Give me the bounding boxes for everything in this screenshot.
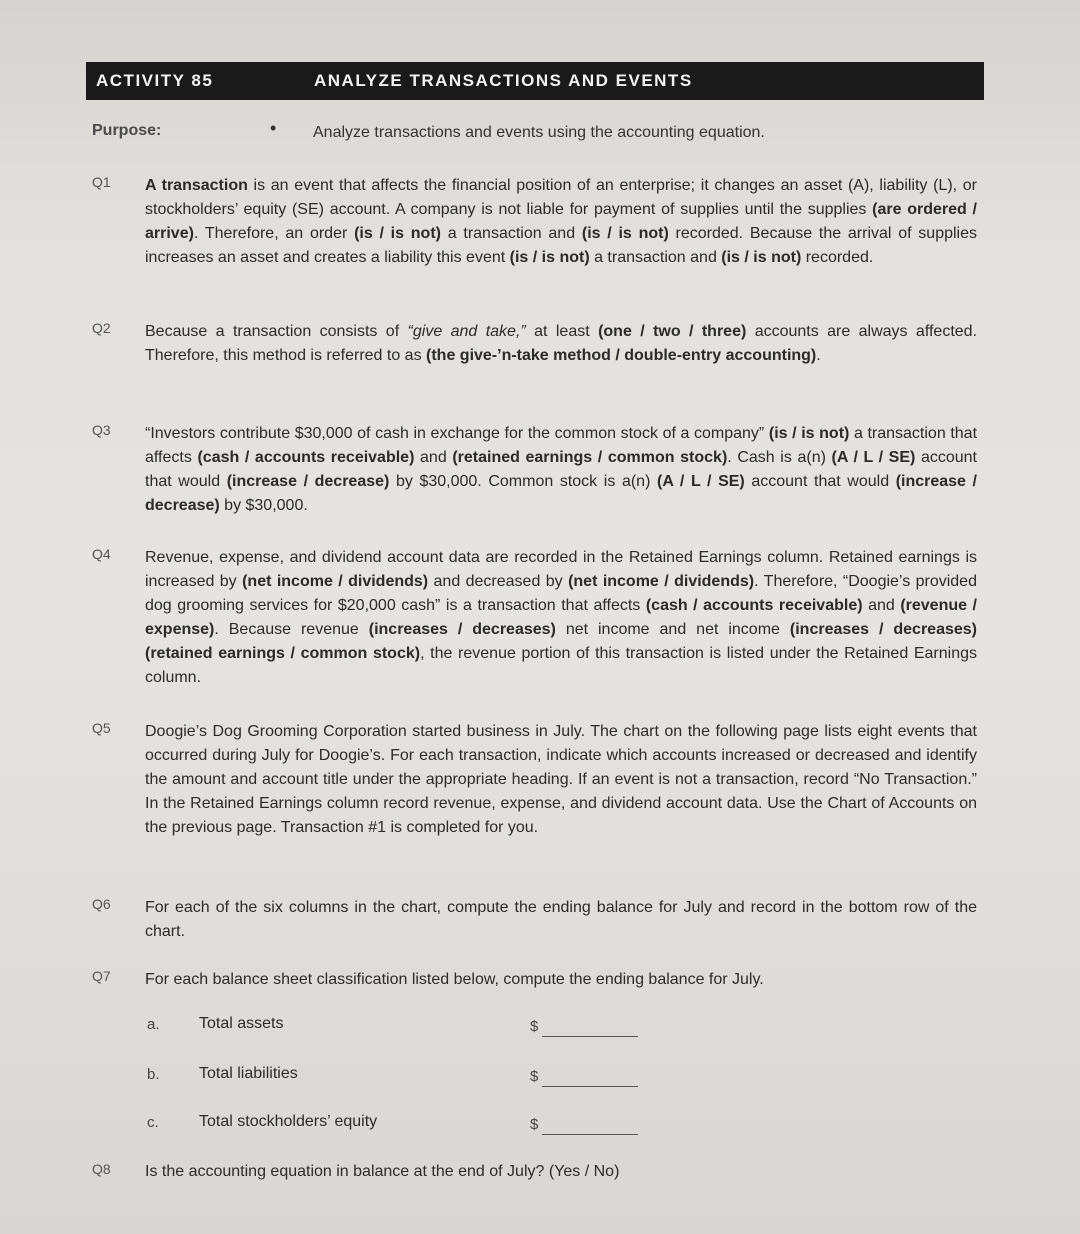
currency-sign: $ bbox=[530, 1116, 539, 1133]
activity-number: ACTIVITY 85 bbox=[96, 71, 214, 90]
question-number-q2: Q2 bbox=[92, 320, 111, 336]
item-letter: a. bbox=[147, 1016, 160, 1033]
question-text-q5: Doogie’s Dog Grooming Corporation started business in July. The chart on the following page lists eight events that occurred during July for Doogie’s. For each transaction, indicate which accounts increased or decreased and identify the amount and account title under the appropriate heading. If an event is not a transaction, record “No Transaction.” In the Retained Earnings column record revenue, expense, and dividend account data. Use the Chart of Accounts on the previous page. Transaction #1 is completed for you. bbox=[145, 723, 977, 836]
total-equity-answer-line[interactable] bbox=[542, 1118, 638, 1135]
activity-title: ANALYZE TRANSACTIONS AND EVENTS bbox=[314, 71, 693, 90]
bullet-icon: • bbox=[270, 118, 277, 138]
total-liabilities-answer-line[interactable] bbox=[542, 1070, 638, 1087]
question-text-q7: For each balance sheet classification listed below, compute the ending balance for July. bbox=[145, 971, 764, 988]
item-letter: c. bbox=[147, 1114, 159, 1131]
question-text-q8: Is the accounting equation in balance at the end of July? (Yes / No) bbox=[145, 1163, 620, 1180]
question-number-q6: Q6 bbox=[92, 896, 111, 912]
currency-sign: $ bbox=[530, 1068, 539, 1085]
question-text-q3: “Investors contribute $30,000 of cash in exchange for the common stock of a company” (is / is not) a transaction that affects (cash / accounts receivable) and (retained earnings / common stock). Cash is a(n) (A / L / SE) account that would (increase / decrease) by $30,000. Common stock is a(n) (A / L / SE) account that would (increase / decrease) by $30,000. bbox=[145, 425, 978, 514]
question-number-q8: Q8 bbox=[92, 1161, 111, 1177]
question-text-q2: Because a transaction consists of “give and take,” at least (one / two / three) accounts are always affected. Therefore, this method is referred to as (the give-’n-take method / double-entry accounting). bbox=[145, 323, 978, 364]
total-assets-answer-line[interactable] bbox=[542, 1020, 638, 1037]
total-assets-label: Total assets bbox=[199, 1015, 284, 1032]
currency-sign: $ bbox=[530, 1018, 539, 1035]
question-text-q1: A transaction is an event that affects the financial position of an enterprise; it changes an asset (A), liability (L), or stockholders’ equity (SE) account. A company is not liable for payment of supplies until the supplies (are ordered / arrive). Therefore, an order (is / is not) a transaction and (is / is not) recorded. Because the arrival of supplies increases an asset and creates a liability this event (is / is not) a transaction and (is / is not) recorded. bbox=[145, 177, 978, 266]
activity-header bbox=[86, 62, 984, 100]
purpose-label: Purpose: bbox=[92, 122, 162, 139]
total-equity-label: Total stockholders’ equity bbox=[199, 1113, 378, 1130]
question-number-q4: Q4 bbox=[92, 546, 111, 562]
item-letter: b. bbox=[147, 1066, 160, 1083]
purpose-text: Analyze transactions and events using the accounting equation. bbox=[313, 124, 765, 141]
question-number-q5: Q5 bbox=[92, 720, 111, 736]
question-text-q4: Revenue, expense, and dividend account data are recorded in the Retained Earnings column. Retained earnings is increased by (net income / dividends) and decreased by (net income / dividends). Therefore, “Doogie’s provided dog grooming services for $20,000 cash” is a transaction that affects (cash / accounts receivable) and (revenue / expense). Because revenue (increases / decreases) net income and net income (increases / decreases) (retained earnings / common stock), the revenue portion of this transaction is listed under the Retained Earnings column. bbox=[145, 549, 978, 686]
question-number-q7: Q7 bbox=[92, 968, 111, 984]
total-liabilities-label: Total liabilities bbox=[199, 1065, 298, 1082]
question-number-q1: Q1 bbox=[92, 174, 111, 190]
question-text-q6: For each of the six columns in the chart, compute the ending balance for July and record in the bottom row of the chart. bbox=[145, 899, 977, 940]
question-number-q3: Q3 bbox=[92, 422, 111, 438]
